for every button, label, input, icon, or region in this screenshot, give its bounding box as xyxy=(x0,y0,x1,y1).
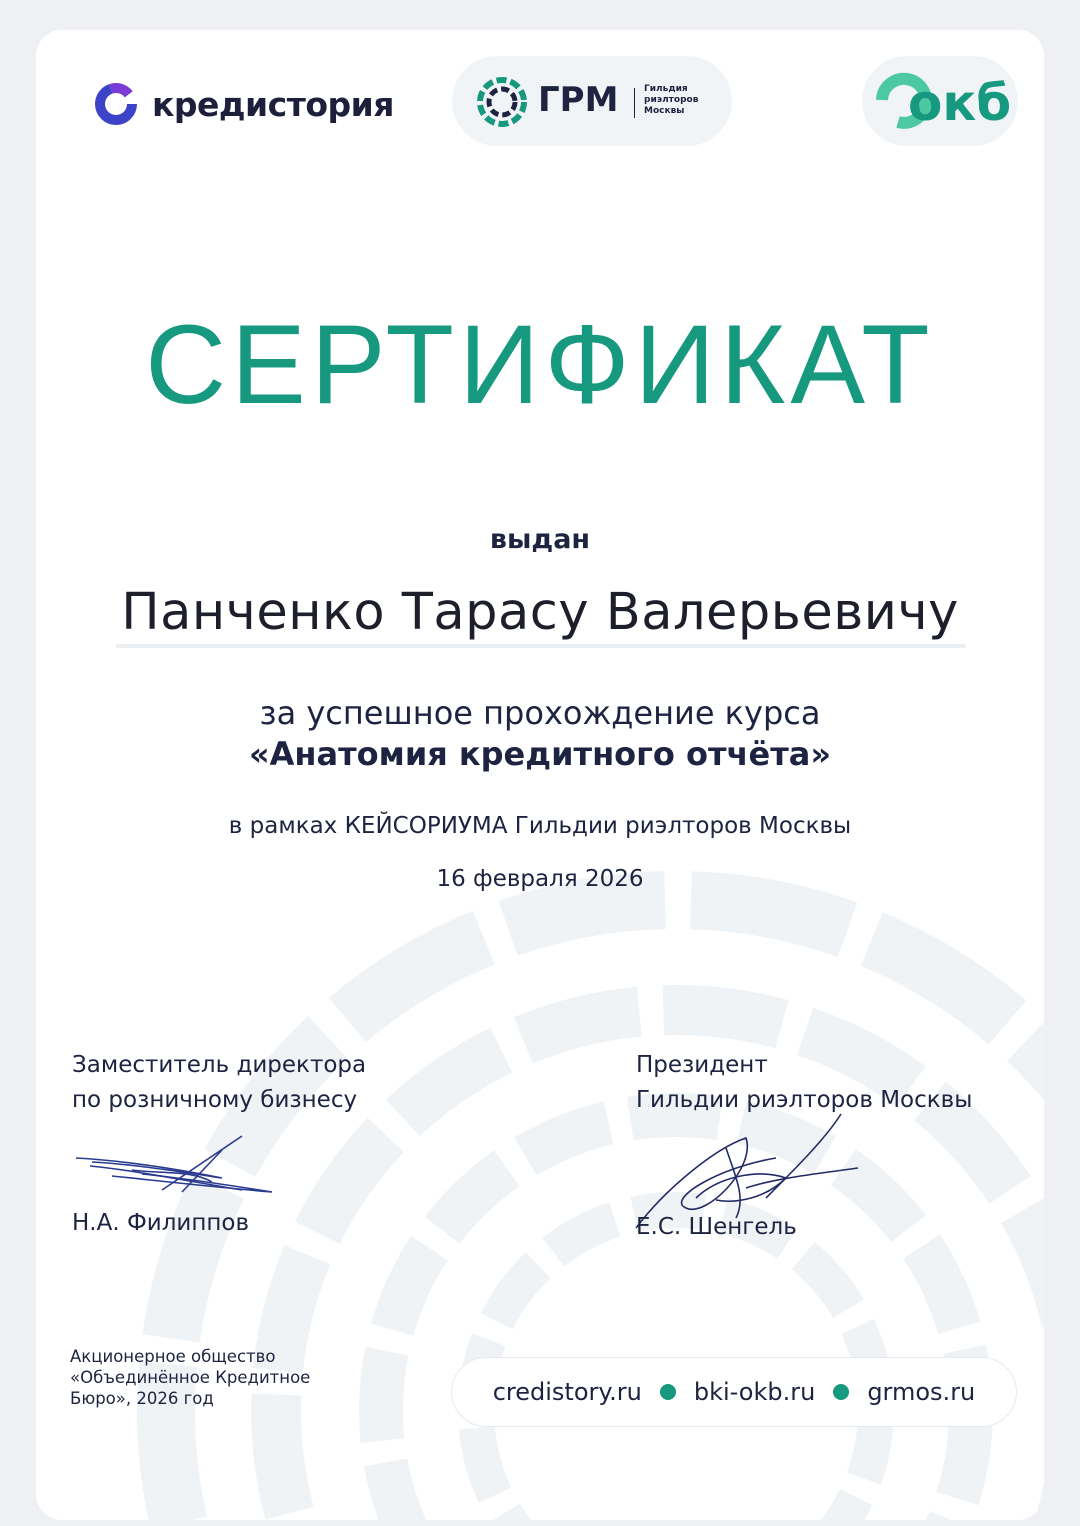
link-credistory[interactable]: credistory.ru xyxy=(492,1378,642,1406)
issuer-company xyxy=(70,1346,360,1409)
role-line: Заместитель директора xyxy=(72,1052,367,1078)
grm-separator xyxy=(634,88,635,118)
company-line: Акционерное общество xyxy=(70,1347,276,1366)
company-line: Бюро», 2026 год xyxy=(70,1389,214,1408)
grm-subtitle-line: риэлторов xyxy=(644,95,699,105)
recipient-name: Панченко Тарасу Валерьевичу xyxy=(121,583,959,642)
grm-subtitle-line: Москвы xyxy=(644,106,685,116)
issue-date: 16 февраля 2026 xyxy=(436,866,644,892)
left-signatory-role xyxy=(72,1048,366,1118)
right-signatory-name: Е.С. Шенгель xyxy=(636,1214,797,1240)
background-rings-decoration xyxy=(36,30,1044,1520)
grm-ring-icon xyxy=(474,74,530,130)
left-signatory-name: Н.А. Филиппов xyxy=(72,1210,250,1236)
course-intro: за успешное прохождение курса xyxy=(259,694,821,732)
course-name: «Анатомия кредитного отчёта» xyxy=(248,735,832,773)
left-signature-image xyxy=(72,1130,312,1220)
separator-dot xyxy=(833,1384,849,1400)
grm-subtitle xyxy=(644,84,724,117)
separator-dot xyxy=(660,1384,676,1400)
issued-label: выдан xyxy=(489,524,591,555)
program-line: в рамках КЕЙСОРИУМА Гильдии риэлторов Москвы xyxy=(228,813,852,839)
grm-abbreviation: ГРМ xyxy=(538,80,619,120)
website-links-pill xyxy=(452,1358,1016,1426)
kredistoria-ring-icon xyxy=(92,80,140,128)
okb-wordmark-graphic xyxy=(862,56,1018,146)
role-line: Президент xyxy=(636,1052,768,1078)
grm-subtitle-line: Гильдия xyxy=(644,84,688,94)
certificate-title: СЕРТИФИКАТ xyxy=(145,302,935,427)
recipient-underline xyxy=(116,644,966,648)
okb-wordmark-text: окб xyxy=(908,74,1012,132)
role-line: Гильдии риэлторов Москвы xyxy=(636,1087,973,1113)
kredistoria-wordmark: кредистория xyxy=(152,84,394,124)
link-bki-okb[interactable]: bki-okb.ru xyxy=(693,1378,816,1406)
okb-logo xyxy=(862,56,1018,146)
role-line: по розничному бизнесу xyxy=(72,1087,358,1113)
link-grmos[interactable]: grmos.ru xyxy=(867,1378,976,1406)
certificate-page xyxy=(36,30,1044,1520)
kredistoria-logo xyxy=(92,74,412,134)
grm-logo xyxy=(452,56,732,146)
company-line: «Объединённое Кредитное xyxy=(70,1368,311,1387)
